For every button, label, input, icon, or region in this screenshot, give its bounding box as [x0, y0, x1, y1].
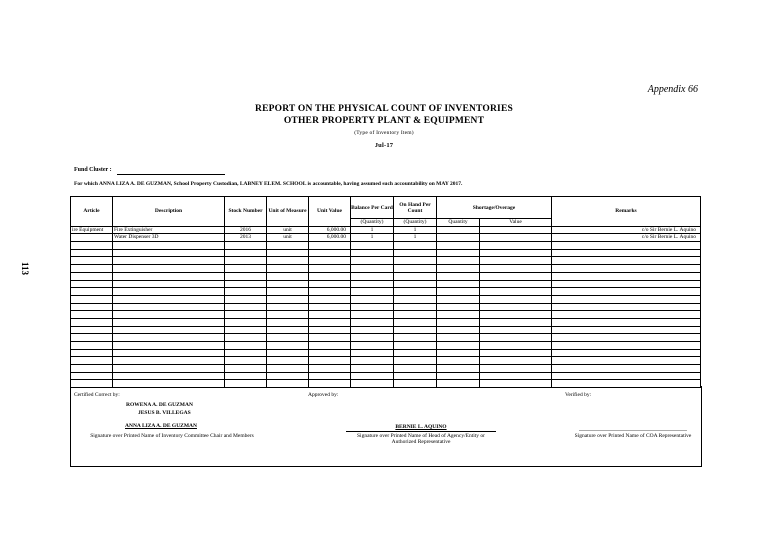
cell-empty [71, 311, 113, 319]
cell-empty [267, 288, 309, 296]
cell-empty [480, 326, 552, 334]
cell-empty [309, 357, 351, 365]
cell-empty [113, 365, 225, 373]
table-row-empty [71, 334, 701, 342]
cell-empty [309, 334, 351, 342]
table-row-empty [71, 311, 701, 319]
cell-empty [71, 318, 113, 326]
table-row-empty [71, 295, 701, 303]
cell-empty [71, 242, 113, 250]
cell-empty [71, 280, 113, 288]
header-on-hand-per-count: On Hand Per Count [394, 197, 437, 219]
header-shortage-value: Value [480, 219, 552, 227]
cell-empty [480, 265, 552, 273]
cell-empty [71, 349, 113, 357]
cell-empty [480, 311, 552, 319]
cell-empty [225, 342, 267, 350]
cell-empty [480, 288, 552, 296]
cell-empty [552, 303, 701, 311]
cell-empty [309, 288, 351, 296]
cell-empty [552, 257, 701, 265]
cell-empty [480, 334, 552, 342]
cell-empty [71, 342, 113, 350]
cell-empty [113, 295, 225, 303]
table-row-empty [71, 357, 701, 365]
cell-empty [225, 311, 267, 319]
cell-empty [480, 349, 552, 357]
cell-empty [71, 326, 113, 334]
cell-empty [309, 372, 351, 380]
committee-chair-name: ANNA LIZA A. DE GUZMAN [125, 423, 197, 429]
cell-empty [113, 318, 225, 326]
cell-empty [480, 342, 552, 350]
cell-empty [437, 372, 480, 380]
cell-empty [552, 349, 701, 357]
verified-label: Verified by: [565, 392, 592, 398]
accountability-statement: For which ANNA LIZA A. DE GUZMAN, School Property Custodian, LABNEY ELEM. SCHOOL is accountable, having assumed such accountability on MAY 2017. [74, 181, 463, 187]
cell-empty [552, 242, 701, 250]
cell-empty [351, 326, 394, 334]
cell-empty [351, 303, 394, 311]
table-row-empty [71, 288, 701, 296]
cell-empty [394, 326, 437, 334]
cell-empty [267, 303, 309, 311]
cell-empty [113, 357, 225, 365]
cell-empty [480, 280, 552, 288]
cell-empty [552, 365, 701, 373]
cell-empty [394, 372, 437, 380]
cell-empty [394, 349, 437, 357]
inventory-table [70, 196, 701, 388]
cell-empty [225, 349, 267, 357]
agency-head-name: BERNIE L. AQUINO [395, 424, 447, 430]
cell-empty [437, 288, 480, 296]
table-row-empty [71, 249, 701, 257]
cell-stock: 2016 [225, 226, 267, 234]
header-remarks: Remarks [552, 197, 701, 227]
cell-empty [351, 349, 394, 357]
cell-unit: unit [267, 234, 309, 242]
cell-empty [267, 311, 309, 319]
table-row-empty [71, 372, 701, 380]
cell-empty [437, 234, 480, 242]
cell-empty [267, 326, 309, 334]
cell-empty [113, 372, 225, 380]
header-stock-number: Stock Number [225, 197, 267, 227]
cell-empty [394, 242, 437, 250]
cell-empty [267, 272, 309, 280]
table-row-empty [71, 326, 701, 334]
committee-chair-caption: Signature over Printed Name of Inventory Committee Chair and Members [90, 433, 254, 439]
table-row-empty [71, 318, 701, 326]
table-row-empty [71, 342, 701, 350]
cell-empty [225, 280, 267, 288]
header-shortage-quantity: Quantity [437, 219, 480, 227]
cell-empty [267, 295, 309, 303]
agency-head-caption: Signature over Printed Name of Head of Agency/Entity or Authorized Representative [357, 433, 485, 445]
cell-empty [351, 242, 394, 250]
cell-empty [71, 334, 113, 342]
cell-balance: 1 [351, 234, 394, 242]
committee-member-2: JESUS B. VILLEGAS [138, 410, 191, 416]
cell-empty [71, 357, 113, 365]
cell-empty [552, 249, 701, 257]
cell-empty [351, 295, 394, 303]
cell-empty [113, 303, 225, 311]
table-row-empty [71, 303, 701, 311]
cell-empty [71, 372, 113, 380]
cell-empty [309, 365, 351, 373]
cell-empty [351, 265, 394, 273]
header-unit-of-measure: Unit of Measure [267, 197, 309, 227]
cell-empty [437, 349, 480, 357]
cell-empty [552, 311, 701, 319]
cell-empty [113, 272, 225, 280]
cell-stock: 2013 [225, 234, 267, 242]
cell-unit-value: 6,000.00 [309, 234, 351, 242]
cell-empty [437, 303, 480, 311]
cell-empty [225, 372, 267, 380]
header-description: Description [113, 197, 225, 227]
cell-empty [552, 280, 701, 288]
cell-empty [309, 318, 351, 326]
cell-empty [225, 272, 267, 280]
cell-empty [225, 334, 267, 342]
approved-label: Approved by: [308, 392, 339, 398]
table-row-empty [71, 365, 701, 373]
cell-empty [351, 272, 394, 280]
cell-empty [394, 280, 437, 288]
table-row-empty [71, 242, 701, 250]
cell-empty [113, 349, 225, 357]
cell-unit-value: 6,000.00 [309, 226, 351, 234]
cell-empty [351, 257, 394, 265]
header-balance-per-card: Balance Per Card [351, 197, 394, 219]
cell-empty [267, 372, 309, 380]
header-balance-quantity: (Quantity) [351, 219, 394, 227]
cell-empty [437, 226, 480, 234]
cell-empty [71, 249, 113, 257]
cell-empty [225, 242, 267, 250]
cell-empty [225, 265, 267, 273]
cell-empty [71, 365, 113, 373]
cell-empty [437, 318, 480, 326]
cell-empty [394, 288, 437, 296]
coa-caption: Signature over Printed Name of COA Representative [574, 433, 692, 439]
cell-empty [351, 280, 394, 288]
cell-empty [267, 357, 309, 365]
header-article: Article [71, 197, 113, 227]
cell-empty [267, 349, 309, 357]
cell-empty [113, 311, 225, 319]
cell-empty [309, 342, 351, 350]
cell-article: ire Equipment [71, 226, 113, 234]
cell-empty [394, 318, 437, 326]
cell-empty [480, 303, 552, 311]
cell-empty [480, 295, 552, 303]
cell-empty [480, 365, 552, 373]
cell-empty [309, 257, 351, 265]
report-date: Jul-17 [374, 142, 394, 149]
cell-description: Water Dispenser 3D [113, 234, 225, 242]
table-row-empty [71, 257, 701, 265]
coa-signature-line [579, 430, 687, 431]
signature-section [70, 386, 702, 467]
cell-remarks: c/o Sir Bernie L. Aquino [552, 226, 701, 234]
cell-balance: 1 [351, 226, 394, 234]
cell-empty [480, 318, 552, 326]
table-row [71, 234, 701, 242]
cell-empty [437, 272, 480, 280]
cell-empty [552, 272, 701, 280]
cell-empty [267, 257, 309, 265]
cell-empty [113, 288, 225, 296]
cell-remarks: c/o Sir Bernie L. Aquino [552, 234, 701, 242]
table-row-empty [71, 265, 701, 273]
cell-empty [552, 326, 701, 334]
cell-empty [225, 326, 267, 334]
cell-empty [113, 249, 225, 257]
cell-empty [267, 342, 309, 350]
cell-empty [267, 242, 309, 250]
header-shortage-overage: Shortage/Overage [437, 197, 552, 219]
cell-empty [71, 303, 113, 311]
cell-empty [71, 272, 113, 280]
table-row-empty [71, 349, 701, 357]
cell-empty [552, 357, 701, 365]
certified-label: Certified Correct by: [74, 392, 120, 398]
cell-empty [351, 249, 394, 257]
cell-empty [394, 311, 437, 319]
cell-empty [394, 303, 437, 311]
cell-empty [437, 242, 480, 250]
cell-unit: unit [267, 226, 309, 234]
cell-empty [113, 334, 225, 342]
cell-on-hand: 1 [394, 234, 437, 242]
cell-empty [113, 326, 225, 334]
cell-empty [225, 288, 267, 296]
cell-empty [267, 334, 309, 342]
cell-empty [351, 357, 394, 365]
table-row-empty [71, 272, 701, 280]
cell-empty [552, 334, 701, 342]
cell-on-hand: 1 [394, 226, 437, 234]
cell-empty [113, 342, 225, 350]
cell-empty [113, 265, 225, 273]
cell-empty [437, 357, 480, 365]
fund-cluster-label: Fund Cluster : [74, 167, 112, 173]
header-on-hand-quantity: (Quantity) [394, 219, 437, 227]
cell-empty [113, 242, 225, 250]
cell-empty [351, 334, 394, 342]
cell-empty [394, 257, 437, 265]
table-row [71, 226, 701, 234]
page-number: 113 [20, 262, 30, 276]
appendix-label: Appendix 66 [647, 84, 698, 95]
cell-empty [480, 226, 552, 234]
cell-empty [394, 365, 437, 373]
cell-empty [309, 242, 351, 250]
cell-empty [394, 357, 437, 365]
cell-empty [225, 295, 267, 303]
cell-empty [113, 280, 225, 288]
cell-empty [437, 265, 480, 273]
committee-member-1: ROWENA A. DE GUZMAN [126, 402, 193, 408]
cell-empty [351, 288, 394, 296]
cell-empty [71, 295, 113, 303]
cell-empty [480, 372, 552, 380]
table-row-empty [71, 280, 701, 288]
cell-empty [225, 318, 267, 326]
cell-empty [225, 257, 267, 265]
cell-empty [113, 257, 225, 265]
cell-empty [552, 288, 701, 296]
cell-empty [437, 342, 480, 350]
cell-empty [552, 265, 701, 273]
type-note: (Type of Inventory Item) [354, 130, 414, 136]
cell-empty [552, 318, 701, 326]
cell-empty [267, 365, 309, 373]
cell-empty [309, 265, 351, 273]
cell-empty [351, 318, 394, 326]
cell-empty [394, 249, 437, 257]
cell-empty [309, 295, 351, 303]
cell-empty [309, 311, 351, 319]
cell-empty [437, 280, 480, 288]
cell-empty [225, 303, 267, 311]
cell-description: Fire Extinguisher [113, 226, 225, 234]
header-unit-value: Unit Value [309, 197, 351, 227]
cell-empty [480, 357, 552, 365]
report-title: REPORT ON THE PHYSICAL COUNT OF INVENTORIES [255, 104, 513, 114]
cell-empty [351, 372, 394, 380]
cell-empty [267, 318, 309, 326]
cell-empty [437, 311, 480, 319]
cell-empty [394, 334, 437, 342]
cell-empty [267, 249, 309, 257]
cell-empty [225, 357, 267, 365]
cell-empty [71, 288, 113, 296]
fund-cluster-line [117, 174, 225, 175]
cell-empty [309, 272, 351, 280]
cell-empty [437, 257, 480, 265]
cell-empty [437, 334, 480, 342]
cell-empty [71, 265, 113, 273]
cell-empty [71, 257, 113, 265]
cell-empty [552, 295, 701, 303]
cell-empty [394, 265, 437, 273]
cell-article [71, 234, 113, 242]
cell-empty [309, 326, 351, 334]
cell-empty [309, 280, 351, 288]
cell-empty [480, 257, 552, 265]
cell-empty [351, 365, 394, 373]
cell-empty [225, 249, 267, 257]
cell-empty [480, 272, 552, 280]
cell-empty [225, 365, 267, 373]
cell-empty [394, 295, 437, 303]
cell-empty [394, 272, 437, 280]
agency-head-line [346, 431, 496, 432]
cell-empty [480, 249, 552, 257]
cell-empty [267, 280, 309, 288]
cell-empty [437, 295, 480, 303]
cell-empty [309, 249, 351, 257]
cell-empty [394, 342, 437, 350]
cell-empty [480, 234, 552, 242]
cell-empty [309, 349, 351, 357]
cell-empty [351, 311, 394, 319]
cell-empty [309, 303, 351, 311]
cell-empty [351, 342, 394, 350]
cell-empty [552, 372, 701, 380]
cell-empty [437, 365, 480, 373]
cell-empty [552, 342, 701, 350]
cell-empty [437, 249, 480, 257]
cell-empty [267, 265, 309, 273]
cell-empty [437, 326, 480, 334]
report-subtitle: OTHER PROPERTY PLANT & EQUIPMENT [283, 116, 485, 126]
cell-empty [480, 242, 552, 250]
